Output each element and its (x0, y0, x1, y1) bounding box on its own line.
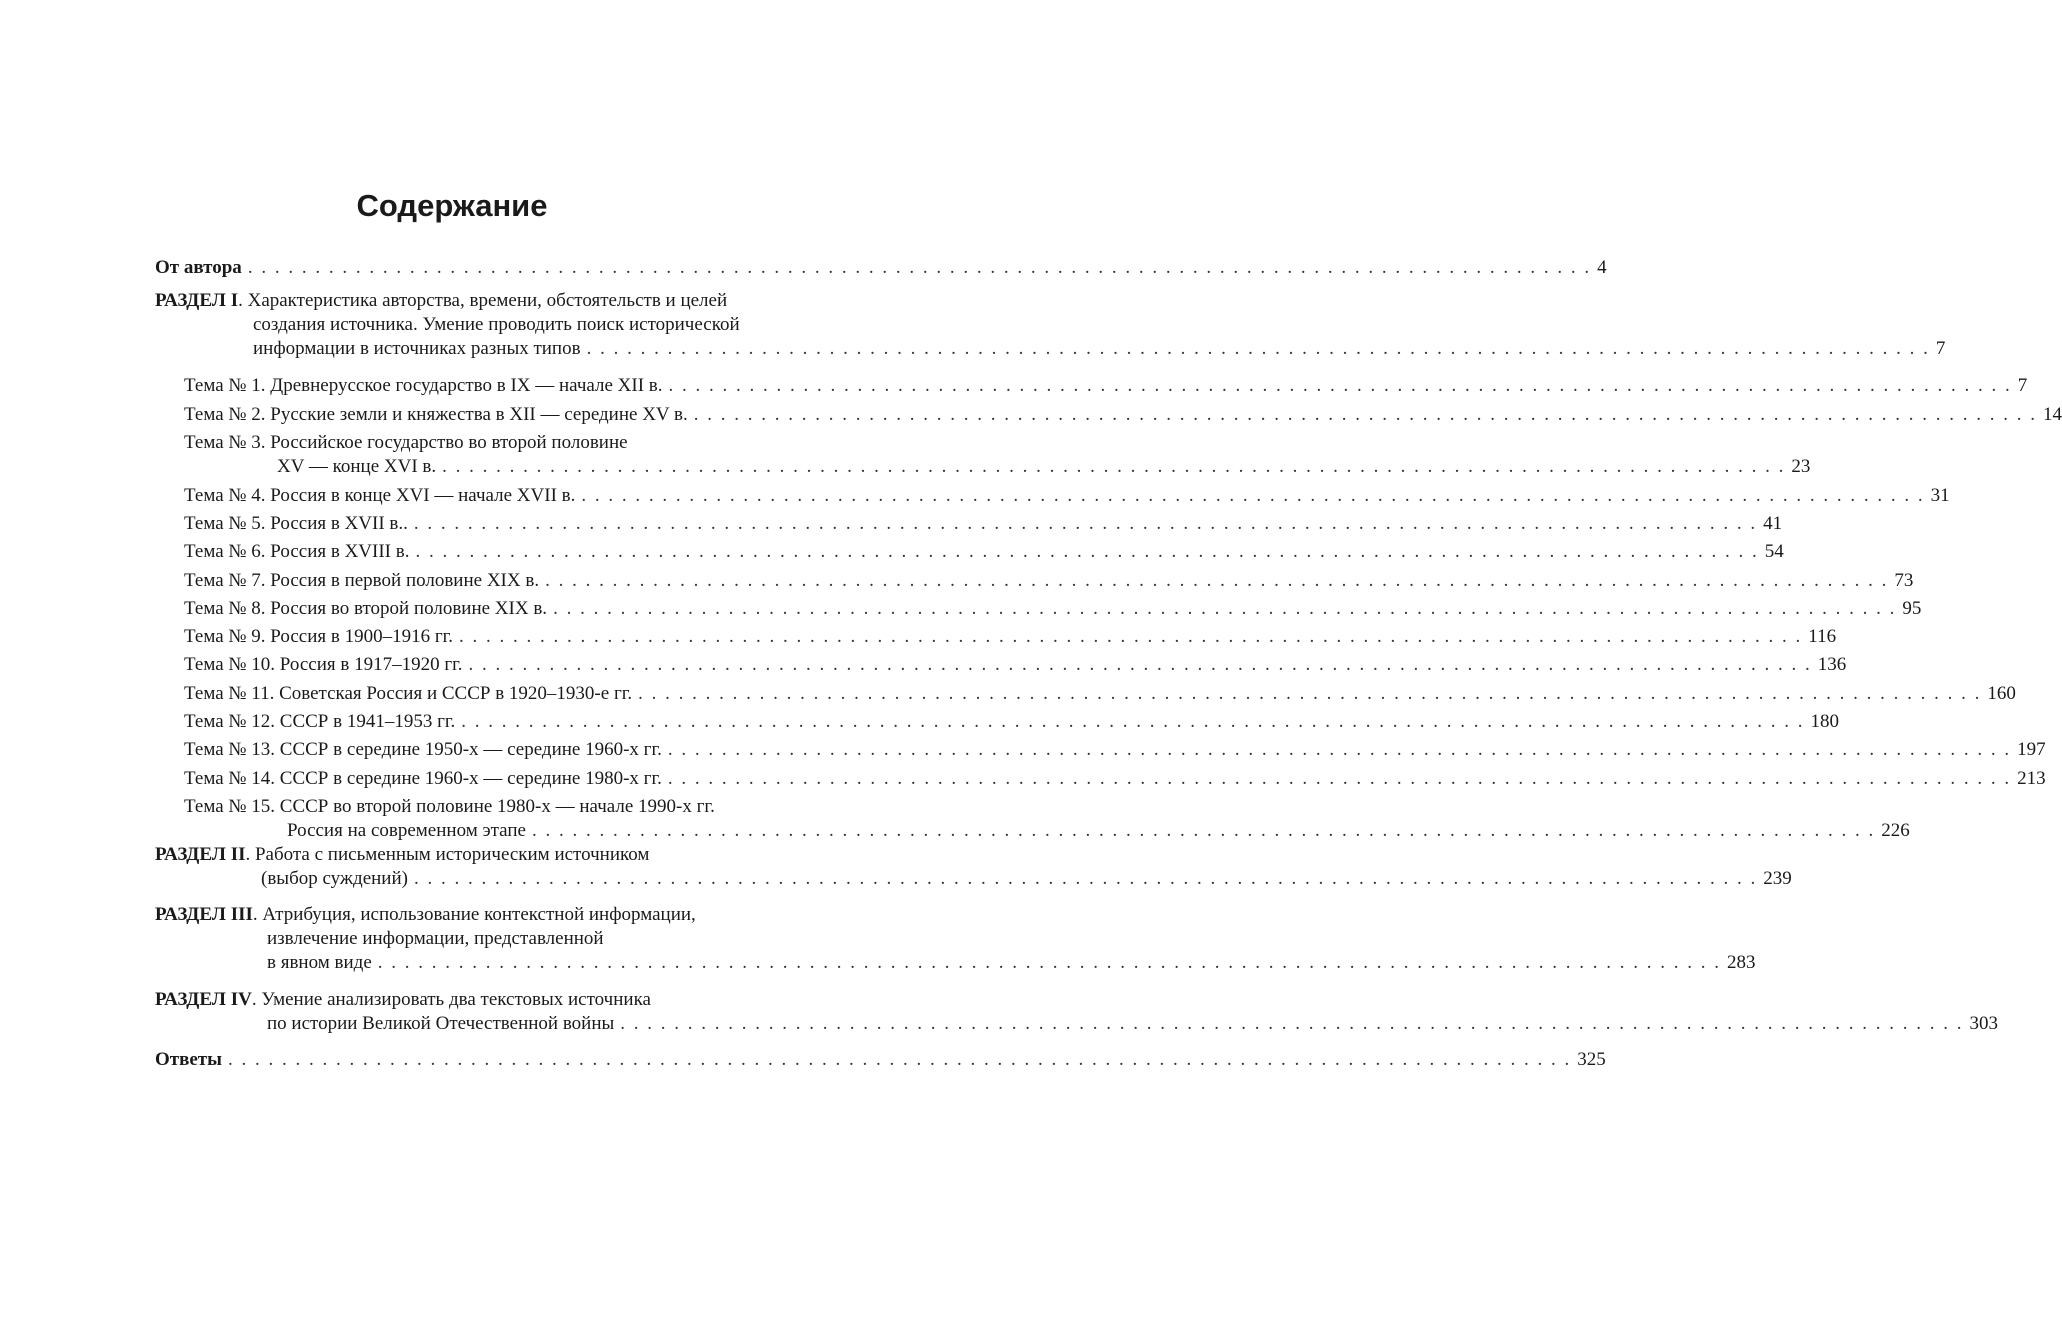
section-title-line: создания источника. Умение проводить поиск исторической (253, 314, 740, 335)
page-number: 303 (1969, 1013, 1999, 1034)
page-number: 54 (1764, 541, 1784, 562)
toc-entry-section-1[interactable] (155, 289, 1946, 361)
dot-leader: . . . . . . . . . . . . . . . . . . . . . . . . . . . . . . . . . . . . . . . . . . . . . . . . . . . . . . . . . . . . . . . . . . . . . . . . . . . . . . . . . . . . . . . . . . . . . . . . . . . . (377, 952, 1722, 973)
toc-entry-theme-11[interactable] (155, 682, 2016, 706)
section-title-line: . Умение анализировать два текстовых источника (251, 989, 651, 1010)
dot-leader: . . . . . . . . . . . . . . . . . . . . . . . . . . . . . . . . . . . . . . . . . . . . . . . . . . . . . . . . . . . . . . . . . . . . . . . . . . . . . . . . . . . . . . . . . . . . . . . . . . . . (227, 1049, 1572, 1070)
toc-entry-section-2[interactable] (155, 843, 1792, 891)
page-number: 31 (1930, 485, 1950, 506)
dot-leader: . . . . . . . . . . . . . . . . . . . . . . . . . . . . . . . . . . . . . . . . . . . . . . . . . . . . . . . . . . . . . . . . . . . . . . . . . . . . . . . . . . . . . . . . . . . . . . . . . . . . (586, 338, 1930, 359)
entry-label: Тема № 7. Россия в первой половине XIX в. (184, 570, 540, 591)
dot-leader: . . . . . . . . . . . . . . . . . . . . . . . . . . . . . . . . . . . . . . . . . . . . . . . . . . . . . . . . . . . . . . . . . . . . . . . . . . . . . . . . . . . . . . . . . . . . . . . . . . . . (545, 570, 1889, 591)
toc-entry-author[interactable] (155, 256, 1607, 280)
dot-leader: . . . . . . . . . . . . . . . . . . . . . . . . . . . . . . . . . . . . . . . . . . . . . . . . . . . . . . . . . . . . . . . . . . . . . . . . . . . . . . . . . . . . . . . . . . . . . . . . . . . . (468, 654, 1812, 675)
entry-label: Тема № 4. Россия в конце XVI — начале XVII в. (184, 485, 576, 506)
page-number: 116 (1808, 626, 1837, 647)
page-number: 213 (2017, 768, 2046, 789)
entry-label: Тема № 15. СССР во второй половине 1980-х — начале 1990-х гг. (184, 796, 715, 817)
entry-label: От автора (155, 257, 242, 278)
dot-leader: . . . . . . . . . . . . . . . . . . . . . . . . . . . . . . . . . . . . . . . . . . . . . . . . . . . . . . . . . . . . . . . . . . . . . . . . . . . . . . . . . . . . . . . . . . . . . . . . . . . . (459, 626, 1803, 647)
toc-entry-theme-10[interactable] (155, 653, 1847, 677)
toc-entry-theme-15[interactable] (155, 795, 1910, 843)
page-number: 325 (1577, 1049, 1606, 1070)
page-number: 180 (1810, 711, 1840, 732)
entry-label: Тема № 5. Россия в XVII в.. (184, 513, 408, 534)
section-label: РАЗДЕЛ IV (155, 989, 252, 1010)
toc-entry-theme-5[interactable] (155, 512, 1783, 536)
section-title-line: . Атрибуция, использование контекстной информации, (252, 904, 696, 925)
toc-entry-theme-9[interactable] (155, 625, 1837, 649)
toc-entry-theme-14[interactable] (155, 767, 2046, 791)
page-number: 283 (1727, 952, 1756, 973)
toc-entry-theme-13[interactable] (155, 738, 2046, 762)
page-number: 7 (1935, 338, 1946, 359)
toc-entry-theme-3[interactable] (155, 431, 1811, 479)
page-number: 160 (1987, 683, 2016, 704)
dot-leader: . . . . . . . . . . . . . . . . . . . . . . . . . . . . . . . . . . . . . . . . . . . . . . . . . . . . . . . . . . . . . . . . . . . . . . . . . . . . . . . . . . . . . . . . . . . . . . . . . . . . (413, 868, 1758, 889)
toc-entry-theme-6[interactable] (155, 540, 1784, 564)
table-of-contents (155, 256, 2062, 1070)
section-title-line: . Работа с письменным историческим источником (245, 844, 650, 865)
dot-leader: . . . . . . . . . . . . . . . . . . . . . . . . . . . . . . . . . . . . . . . . . . . . . . . . . . . . . . . . . . . . . . . . . . . . . . . . . . . . . . . . . . . . . . . . . . . . . . . . . . . . (247, 257, 1592, 278)
section-label: РАЗДЕЛ I (155, 290, 239, 311)
page-number: 4 (1597, 257, 1607, 278)
section-title-line: извлечение информации, представленной (267, 928, 604, 949)
dot-leader: . . . . . . . . . . . . . . . . . . . . . . . . . . . . . . . . . . . . . . . . . . . . . . . . . . . . . . . . . . . . . . . . . . . . . . . . . . . . . . . . . . . . . . . . . . . . . . . . . . . . (553, 598, 1897, 619)
section-title-line: в явном виде (267, 952, 372, 973)
section-title-line: информации в источниках разных типов (253, 338, 581, 359)
entry-label: Тема № 9. Россия в 1900–1916 гг. (184, 626, 454, 647)
entry-label: Ответы (155, 1049, 222, 1070)
entry-label: Тема № 8. Россия во второй половине XIX в. (184, 598, 548, 619)
dot-leader: . . . . . . . . . . . . . . . . . . . . . . . . . . . . . . . . . . . . . . . . . . . . . . . . . . . . . . . . . . . . . . . . . . . . . . . . . . . . . . . . . . . . . . . . . . . . . . . . . . . . (415, 541, 1759, 562)
dot-leader: . . . . . . . . . . . . . . . . . . . . . . . . . . . . . . . . . . . . . . . . . . . . . . . . . . . . . . . . . . . . . . . . . . . . . . . . . . . . . . . . . . . . . . . . . . . . . . . . . . . . (693, 404, 2038, 425)
page-number: 239 (1763, 868, 1792, 889)
toc-entry-section-4[interactable] (155, 988, 1999, 1036)
dot-leader: . . . . . . . . . . . . . . . . . . . . . . . . . . . . . . . . . . . . . . . . . . . . . . . . . . . . . . . . . . . . . . . . . . . . . . . . . . . . . . . . . . . . . . . . . . . . . . . . . . . . (668, 375, 2012, 396)
entry-label: Тема № 6. Россия в XVIII в. (184, 541, 410, 562)
dot-leader: . . . . . . . . . . . . . . . . . . . . . . . . . . . . . . . . . . . . . . . . . . . . . . . . . . . . . . . . . . . . . . . . . . . . . . . . . . . . . . . . . . . . . . . . . . . . . . . . . . . . (667, 768, 2012, 789)
entry-label: Тема № 14. СССР в середине 1960-х — середине 1980-х гг. (184, 768, 662, 789)
toc-entry-section-3[interactable] (155, 903, 1756, 975)
section-label: РАЗДЕЛ II (155, 844, 246, 865)
page-number: 14 (2043, 404, 2062, 425)
dot-leader: . . . . . . . . . . . . . . . . . . . . . . . . . . . . . . . . . . . . . . . . . . . . . . . . . . . . . . . . . . . . . . . . . . . . . . . . . . . . . . . . . . . . . . . . . . . . . . . . . . . . (638, 683, 1982, 704)
section-title-line: по истории Великой Отечественной войны (267, 1013, 615, 1034)
toc-entry-theme-2[interactable] (155, 403, 2062, 427)
entry-label: Тема № 11. Советская Россия и СССР в 1920–1930-е гг. (184, 683, 633, 704)
entry-label: Тема № 3. Российское государство во второй половине (184, 432, 628, 453)
entry-label: Тема № 13. СССР в середине 1950-х — середине 1960-х гг. (184, 739, 662, 760)
entry-label: Тема № 12. СССР в 1941–1953 гг. (184, 711, 456, 732)
entry-label: Тема № 2. Русские земли и княжества в XII — середине XV в. (184, 404, 688, 425)
entry-label-cont: XV — конце XVI в. (277, 456, 437, 477)
toc-entry-theme-7[interactable] (155, 569, 1914, 593)
dot-leader: . . . . . . . . . . . . . . . . . . . . . . . . . . . . . . . . . . . . . . . . . . . . . . . . . . . . . . . . . . . . . . . . . . . . . . . . . . . . . . . . . . . . . . . . . . . . . . . . . . . . (442, 456, 1786, 477)
page-number: 136 (1817, 654, 1847, 675)
toc-entry-theme-8[interactable] (155, 597, 1922, 621)
section-label: РАЗДЕЛ III (155, 904, 253, 925)
toc-entry-theme-12[interactable] (155, 710, 1840, 734)
dot-leader: . . . . . . . . . . . . . . . . . . . . . . . . . . . . . . . . . . . . . . . . . . . . . . . . . . . . . . . . . . . . . . . . . . . . . . . . . . . . . . . . . . . . . . . . . . . . . . . . . . . . (461, 711, 1805, 732)
entry-label-cont: Россия на современном этапе (287, 820, 526, 841)
page-number: 41 (1763, 513, 1783, 534)
toc-entry-theme-1[interactable] (155, 374, 2028, 398)
page-number: 226 (1881, 820, 1910, 841)
section-title-line: (выбор суждений) (261, 868, 408, 889)
page-title: Содержание (356, 188, 548, 223)
entry-label: Тема № 1. Древнерусское государство в IX — начале XII в. (184, 375, 663, 396)
dot-leader: . . . . . . . . . . . . . . . . . . . . . . . . . . . . . . . . . . . . . . . . . . . . . . . . . . . . . . . . . . . . . . . . . . . . . . . . . . . . . . . . . . . . . . . . . . . . . . . . . . . . (531, 820, 1876, 841)
page-number: 23 (1791, 456, 1811, 477)
toc-entry-theme-4[interactable] (155, 484, 1950, 508)
page-number: 95 (1902, 598, 1922, 619)
dot-leader: . . . . . . . . . . . . . . . . . . . . . . . . . . . . . . . . . . . . . . . . . . . . . . . . . . . . . . . . . . . . . . . . . . . . . . . . . . . . . . . . . . . . . . . . . . . . . . . . . . . . (581, 485, 1925, 506)
dot-leader: . . . . . . . . . . . . . . . . . . . . . . . . . . . . . . . . . . . . . . . . . . . . . . . . . . . . . . . . . . . . . . . . . . . . . . . . . . . . . . . . . . . . . . . . . . . . . . . . . . . . (413, 513, 1758, 534)
section-title-line: . Характеристика авторства, времени, обстоятельств и целей (238, 290, 728, 311)
page-number: 73 (1894, 570, 1914, 591)
page-number: 7 (2017, 375, 2028, 396)
dot-leader: . . . . . . . . . . . . . . . . . . . . . . . . . . . . . . . . . . . . . . . . . . . . . . . . . . . . . . . . . . . . . . . . . . . . . . . . . . . . . . . . . . . . . . . . . . . . . . . . . . . . (667, 739, 2012, 760)
page-number: 197 (2017, 739, 2046, 760)
entry-label: Тема № 10. Россия в 1917–1920 гг. (184, 654, 463, 675)
toc-entry-answers[interactable] (155, 1048, 1606, 1072)
dot-leader: . . . . . . . . . . . . . . . . . . . . . . . . . . . . . . . . . . . . . . . . . . . . . . . . . . . . . . . . . . . . . . . . . . . . . . . . . . . . . . . . . . . . . . . . . . . . . . . . . . . . (620, 1013, 1964, 1034)
